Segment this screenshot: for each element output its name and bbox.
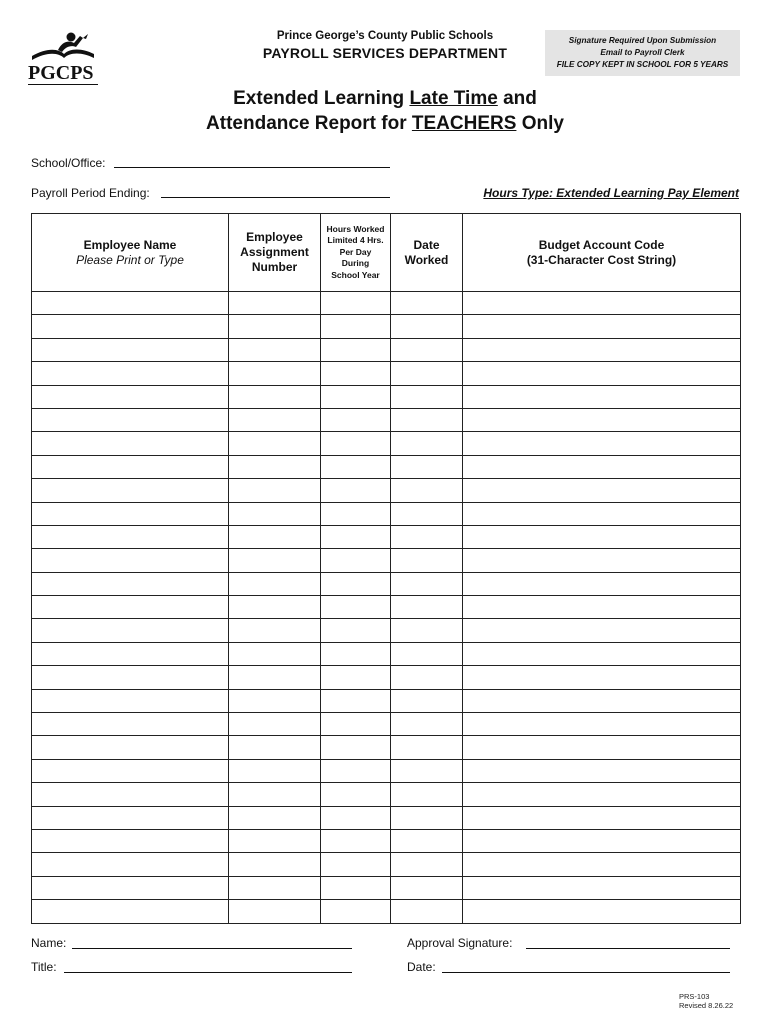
form-title-line-2 [0,113,770,135]
budget-code-cell[interactable] [463,642,741,665]
hours-worked-cell[interactable] [321,642,391,665]
hours-worked-cell[interactable] [321,362,391,385]
employee-name-cell[interactable] [32,596,229,619]
table-row [32,572,741,595]
assignment-number-cell[interactable] [229,666,321,689]
table-row [32,596,741,619]
table-row [32,338,741,361]
hours-worked-cell[interactable] [321,829,391,852]
assignment-number-cell[interactable] [229,900,321,923]
budget-code-cell[interactable] [463,572,741,595]
employee-name-cell[interactable] [32,759,229,782]
date-worked-cell[interactable] [391,806,463,829]
date-worked-cell[interactable] [391,479,463,502]
column-title: Worked [404,252,449,267]
employee-name-cell[interactable] [32,455,229,478]
hours-worked-cell[interactable] [321,432,391,455]
employee-name-cell[interactable] [32,806,229,829]
table-row [32,713,741,736]
employee-name-cell[interactable] [32,829,229,852]
column-title: School Year [331,269,380,280]
assignment-number-cell[interactable] [229,806,321,829]
hours-worked-cell[interactable] [321,900,391,923]
date-worked-cell[interactable] [391,666,463,689]
employee-name-cell[interactable] [32,362,229,385]
employee-name-cell[interactable] [32,736,229,759]
title-field[interactable] [64,972,352,973]
hours-type-note: Hours Type: Extended Learning Pay Element [483,186,739,200]
assignment-number-cell[interactable] [229,572,321,595]
date-worked-cell[interactable] [391,572,463,595]
attendance-table [31,213,741,924]
date-label: Date: [407,960,436,974]
date-worked-cell[interactable] [391,432,463,455]
table-row [32,759,741,782]
hours-worked-cell[interactable] [321,736,391,759]
revision-date: Revised 8.26.22 [679,1001,734,1010]
name-label: Name: [31,936,67,950]
assignment-number-cell[interactable] [229,549,321,572]
table-row [32,783,741,806]
budget-code-cell[interactable] [463,759,741,782]
assignment-number-cell[interactable] [229,455,321,478]
budget-code-cell[interactable] [463,315,741,338]
table-row [32,292,741,315]
form-title-line-1 [0,88,770,110]
payroll-period-field[interactable] [161,197,390,198]
column-title: Date [413,237,440,252]
date-worked-cell[interactable] [391,619,463,642]
employee-name-cell[interactable] [32,549,229,572]
budget-code-cell[interactable] [463,385,741,408]
table-row [32,432,741,455]
hours-worked-cell[interactable] [321,455,391,478]
date-worked-cell[interactable] [391,759,463,782]
form-number [679,992,733,1010]
table-row [32,666,741,689]
hours-worked-cell[interactable] [321,689,391,712]
assignment-number-cell[interactable] [229,385,321,408]
budget-code-cell[interactable] [463,596,741,619]
title-text: Attendance Report for [206,113,412,134]
assignment-number-cell[interactable] [229,525,321,548]
table-row [32,408,741,431]
hours-worked-cell[interactable] [321,338,391,361]
assignment-number-cell[interactable] [229,736,321,759]
budget-code-cell[interactable] [463,853,741,876]
department-name: PAYROLL SERVICES DEPARTMENT [262,45,508,61]
budget-code-cell[interactable] [463,806,741,829]
hours-worked-cell[interactable] [321,292,391,315]
assignment-number-cell[interactable] [229,502,321,525]
date-worked-cell[interactable] [391,783,463,806]
date-worked-cell[interactable] [391,292,463,315]
table-row [32,362,741,385]
book-reader-icon [28,30,100,64]
assignment-number-cell[interactable] [229,759,321,782]
table-row [32,642,741,665]
employee-name-cell[interactable] [32,689,229,712]
table-row [32,525,741,548]
budget-code-cell[interactable] [463,736,741,759]
hours-worked-cell[interactable] [321,876,391,899]
title-text: Extended Learning [233,88,410,109]
employee-name-cell[interactable] [32,315,229,338]
budget-code-cell[interactable] [463,619,741,642]
assignment-number-cell[interactable] [229,479,321,502]
column-header-hours-worked [321,214,391,292]
assignment-number-cell[interactable] [229,338,321,361]
budget-code-cell[interactable] [463,479,741,502]
table-row [32,479,741,502]
date-worked-cell[interactable] [391,900,463,923]
employee-name-cell[interactable] [32,479,229,502]
form-code: PRS-103 [679,992,710,1001]
table-row [32,736,741,759]
date-worked-cell[interactable] [391,853,463,876]
notice-line-2: Email to Payroll Clerk [600,48,685,57]
budget-code-cell[interactable] [463,549,741,572]
column-title: Budget Account Code [538,237,665,252]
budget-code-cell[interactable] [463,876,741,899]
date-worked-cell[interactable] [391,829,463,852]
column-header-employee-name [32,214,229,292]
column-title: Hours Worked [326,223,385,234]
column-title: Per Day [339,246,372,257]
date-field[interactable] [442,972,730,973]
budget-code-cell[interactable] [463,455,741,478]
date-worked-cell[interactable] [391,549,463,572]
title-text: and [497,88,537,109]
column-header-date-worked [391,214,463,292]
table-row [32,829,741,852]
date-worked-cell[interactable] [391,362,463,385]
employee-name-cell[interactable] [32,619,229,642]
employee-name-cell[interactable] [32,502,229,525]
employee-name-cell[interactable] [32,642,229,665]
budget-code-cell[interactable] [463,666,741,689]
assignment-number-cell[interactable] [229,596,321,619]
assignment-number-cell[interactable] [229,315,321,338]
approval-signature-field[interactable] [526,948,730,949]
employee-name-cell[interactable] [32,853,229,876]
employee-name-cell[interactable] [32,666,229,689]
column-title: During [341,258,370,269]
employee-name-cell[interactable] [32,408,229,431]
table-body [32,292,741,924]
assignment-number-cell[interactable] [229,292,321,315]
date-worked-cell[interactable] [391,736,463,759]
column-title: Employee [246,230,303,244]
date-worked-cell[interactable] [391,876,463,899]
date-worked-cell[interactable] [391,596,463,619]
date-worked-cell[interactable] [391,385,463,408]
employee-name-cell[interactable] [32,783,229,806]
assignment-number-cell[interactable] [229,829,321,852]
column-header-assignment-number [229,214,321,292]
assignment-number-cell[interactable] [229,362,321,385]
column-subtitle: Please Print or Type [76,252,184,267]
assignment-number-cell[interactable] [229,432,321,455]
hours-worked-cell[interactable] [321,619,391,642]
table-row [32,455,741,478]
date-worked-cell[interactable] [391,338,463,361]
school-office-field[interactable] [114,167,390,168]
hours-worked-cell[interactable] [321,666,391,689]
employee-name-cell[interactable] [32,572,229,595]
date-worked-cell[interactable] [391,502,463,525]
school-office-label: School/Office: [31,156,106,170]
employee-name-cell[interactable] [32,900,229,923]
table-row [32,806,741,829]
organization-name: Prince George’s County Public Schools [276,30,494,42]
approval-signature-label: Approval Signature: [407,936,513,950]
hours-worked-cell[interactable] [321,549,391,572]
payroll-period-label: Payroll Period Ending: [31,186,150,200]
employee-name-cell[interactable] [32,292,229,315]
logo-underline [28,84,98,85]
hours-worked-cell[interactable] [321,759,391,782]
budget-code-cell[interactable] [463,689,741,712]
assignment-number-cell[interactable] [229,408,321,431]
budget-code-cell[interactable] [463,432,741,455]
hours-worked-cell[interactable] [321,315,391,338]
budget-code-cell[interactable] [463,713,741,736]
hours-worked-cell[interactable] [321,713,391,736]
name-field[interactable] [72,948,352,949]
assignment-number-cell[interactable] [229,853,321,876]
table-row [32,502,741,525]
title-emphasis-late-time: Late Time [409,88,498,109]
hours-worked-cell[interactable] [321,385,391,408]
table-row [32,853,741,876]
budget-code-cell[interactable] [463,525,741,548]
hours-worked-cell[interactable] [321,408,391,431]
budget-code-cell[interactable] [463,338,741,361]
budget-code-cell[interactable] [463,362,741,385]
employee-name-cell[interactable] [32,432,229,455]
budget-code-cell[interactable] [463,408,741,431]
date-worked-cell[interactable] [391,408,463,431]
column-title: Employee Name [83,237,177,252]
budget-code-cell[interactable] [463,829,741,852]
notice-line-3: FILE COPY KEPT IN SCHOOL FOR 5 YEARS [556,60,729,69]
column-header-budget-code [463,214,741,292]
logo-text: PGCPS [28,62,94,84]
column-title: Limited 4 Hrs. [327,235,384,246]
budget-code-cell[interactable] [463,900,741,923]
employee-name-cell[interactable] [32,338,229,361]
assignment-number-cell[interactable] [229,876,321,899]
table-row [32,876,741,899]
title-label: Title: [31,960,57,974]
date-worked-cell[interactable] [391,525,463,548]
column-title: (31-Character Cost String) [526,252,677,267]
budget-code-cell[interactable] [463,292,741,315]
assignment-number-cell[interactable] [229,713,321,736]
date-worked-cell[interactable] [391,455,463,478]
employee-name-cell[interactable] [32,713,229,736]
table-row [32,900,741,923]
title-emphasis-teachers: TEACHERS [411,113,517,134]
assignment-number-cell[interactable] [229,783,321,806]
assignment-number-cell[interactable] [229,619,321,642]
date-worked-cell[interactable] [391,315,463,338]
budget-code-cell[interactable] [463,783,741,806]
hours-worked-cell[interactable] [321,806,391,829]
table-row [32,549,741,572]
submission-notice [545,30,740,76]
table-header-row [32,214,741,292]
hours-worked-cell[interactable] [321,853,391,876]
employee-name-cell[interactable] [32,525,229,548]
table-row [32,689,741,712]
budget-code-cell[interactable] [463,502,741,525]
assignment-number-cell[interactable] [229,642,321,665]
table-row [32,315,741,338]
employee-name-cell[interactable] [32,385,229,408]
title-text: Only [516,113,564,134]
notice-line-1: Signature Required Upon Submission [568,36,717,45]
column-title: Assignment [240,245,309,259]
assignment-number-cell[interactable] [229,689,321,712]
table-row [32,619,741,642]
employee-name-cell[interactable] [32,876,229,899]
hours-worked-cell[interactable] [321,596,391,619]
hours-worked-cell[interactable] [321,479,391,502]
hours-worked-cell[interactable] [321,502,391,525]
hours-worked-cell[interactable] [321,783,391,806]
hours-worked-cell[interactable] [321,525,391,548]
date-worked-cell[interactable] [391,713,463,736]
table-row [32,385,741,408]
column-title: Number [251,260,298,274]
date-worked-cell[interactable] [391,689,463,712]
date-worked-cell[interactable] [391,642,463,665]
hours-worked-cell[interactable] [321,572,391,595]
